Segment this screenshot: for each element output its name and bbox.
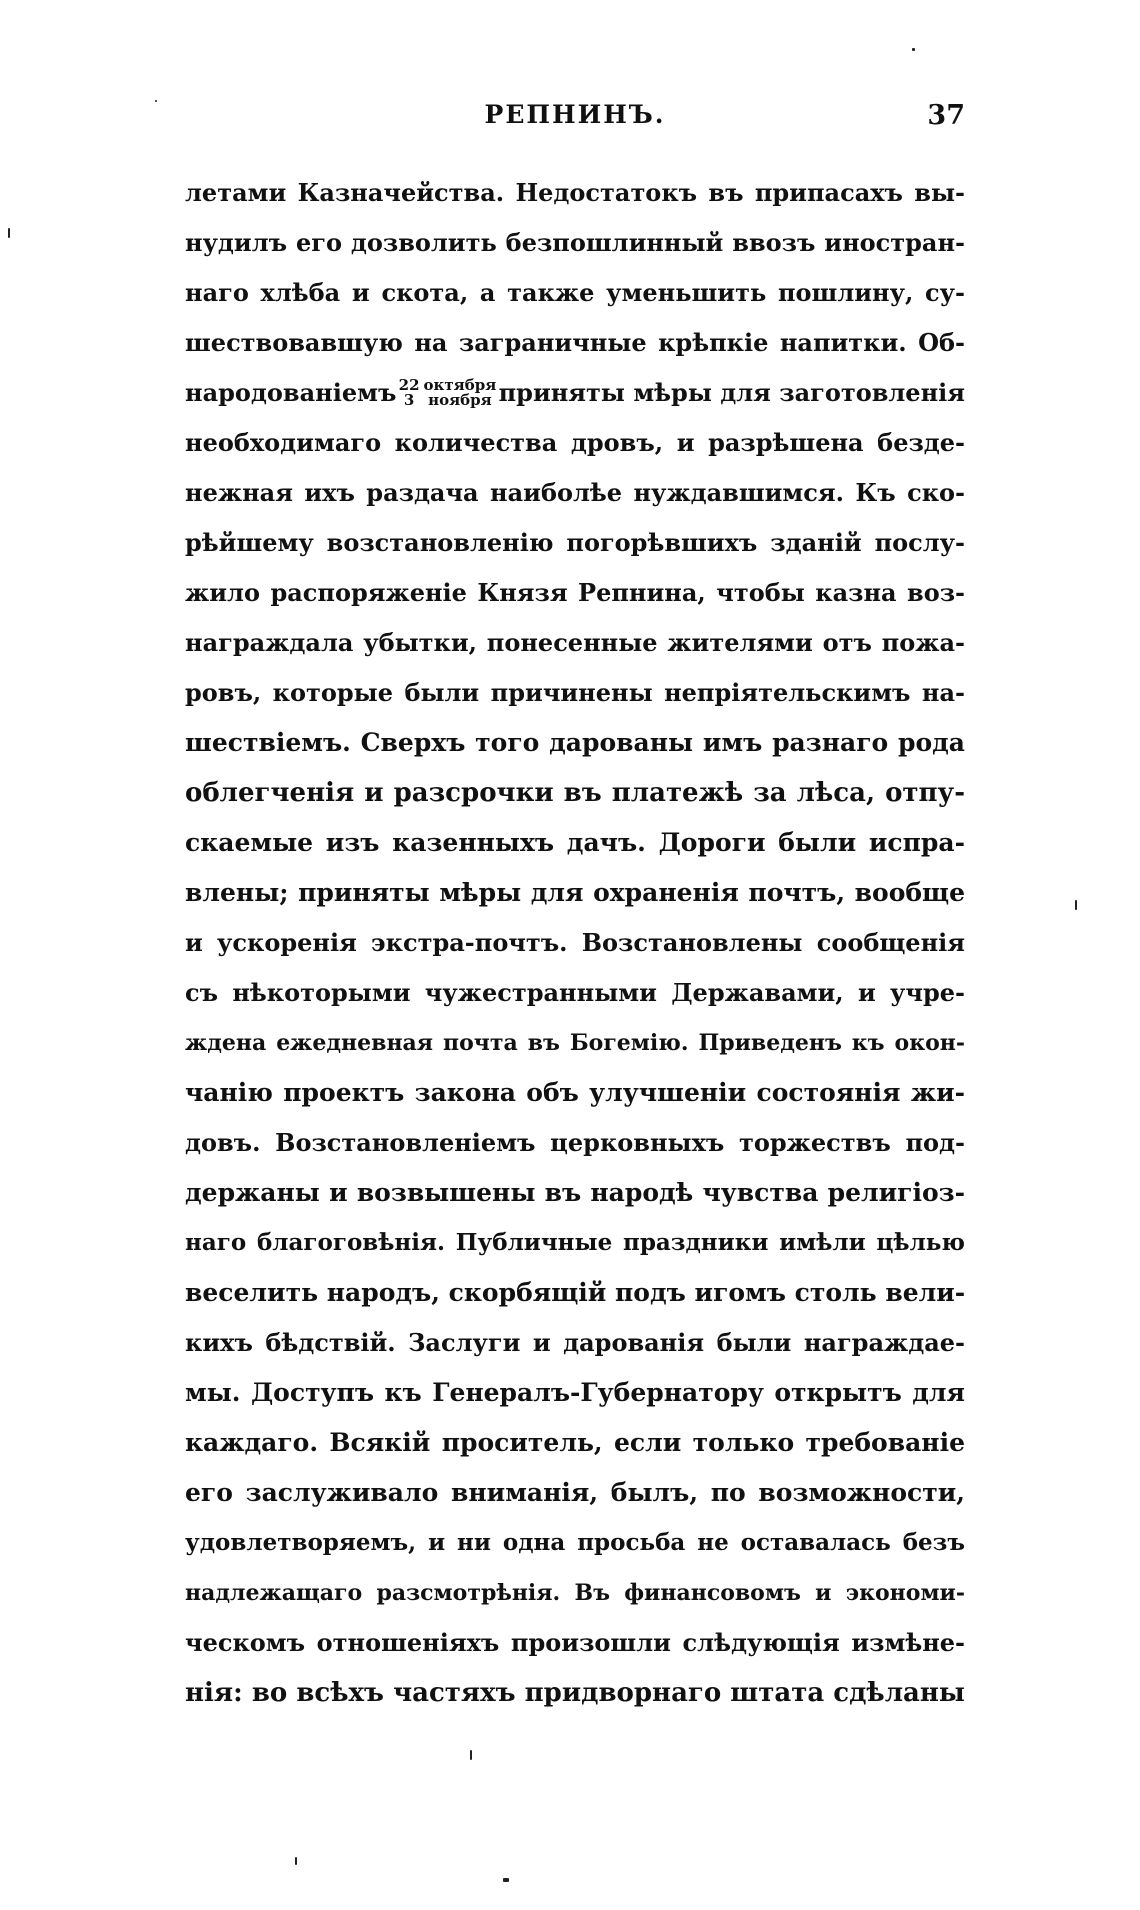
text-line: довъ. Возстановленіемъ церковныхъ торжествъ под- — [185, 1128, 965, 1157]
text-line: наго хлѣба и скота, а также уменьшить пошлину, су- — [185, 278, 965, 307]
text-line: летами Казначейства. Недостатокъ въ припасахъ вы- — [185, 178, 965, 207]
body-text — [185, 168, 965, 1718]
text-line: кихъ бѣдствій. Заслуги и дарованія были награждае- — [185, 1328, 965, 1357]
text-line: шествовавшую на заграничные крѣпкіе напитки. Об- — [185, 328, 965, 357]
date-line-lead: народованіемъ — [185, 378, 397, 407]
text-line: надлежащаго разсмотрѣнія. Въ финансовомъ и экономи- — [185, 1580, 965, 1606]
text-line: удовлетворяемъ, и ни одна просьба не оставалась безъ — [185, 1529, 965, 1556]
text-line: нудилъ его дозволить безпошлинный ввозъ иностран- — [185, 228, 965, 257]
scan-speck — [295, 1857, 297, 1865]
scan-speck — [155, 100, 157, 102]
scan-speck — [503, 1878, 509, 1882]
text-line: награждала убытки, понесенные жителями отъ пожа- — [185, 628, 965, 657]
date-months — [424, 378, 497, 408]
scan-speck — [470, 1750, 472, 1760]
scan-speck — [8, 228, 10, 238]
text-line: рѣйшему возстановленію погорѣвшихъ зданій послу- — [185, 528, 965, 557]
text-line: скаемые изъ казенныхъ дачъ. Дороги были испра- — [185, 828, 965, 857]
scan-speck — [912, 48, 915, 51]
date-bottom-month: ноября — [428, 391, 492, 409]
date-top-month: октября — [423, 376, 497, 394]
text-line: влены; приняты мѣры для охраненія почтъ, вообще — [185, 878, 965, 907]
text-line: ческомъ отношеніяхъ произошли слѣдующія измѣне- — [185, 1628, 965, 1657]
page-number: 37 — [927, 100, 965, 131]
text-line: съ нѣкоторыми чужестранными Державами, и учре- — [185, 978, 965, 1007]
text-line: мы. Доступъ къ Генералъ-Губернатору открытъ для — [185, 1378, 965, 1407]
text-line: необходимаго количества дровъ, и разрѣшена безде- — [185, 428, 965, 457]
text-line: наго благоговѣнія. Публичные праздники имѣли цѣлью — [185, 1229, 965, 1256]
text-line: каждаго. Всякій проситель, если только требованіе — [185, 1428, 965, 1457]
text-line: держаны и возвышены въ народѣ чувства религіоз- — [185, 1178, 965, 1207]
text-line: веселить народъ, скорбящій подъ игомъ столь вели- — [185, 1278, 965, 1307]
date-top-day: 22 — [398, 376, 420, 394]
text-line: его заслуживало вниманія, былъ, по возможности, — [185, 1478, 965, 1507]
text-line-with-date — [185, 368, 965, 418]
text-line: облегченія и разсрочки въ платежѣ за лѣса, отпу- — [185, 778, 965, 808]
text-line: нія: во всѣхъ частяхъ придворнаго штата сдѣланы — [185, 1678, 965, 1708]
running-title: РЕПНИНЪ. — [484, 100, 666, 129]
text-line: нежная ихъ раздача наиболѣе нуждавшимся. Къ ско- — [185, 478, 965, 507]
date-days — [399, 378, 420, 408]
date-fraction — [399, 378, 497, 408]
date-bottom-day: 3 — [403, 391, 415, 409]
text-line: ждена ежедневная почта въ Богемію. Приведенъ къ окон- — [185, 1030, 965, 1056]
date-line-tail: приняты мѣры для заготовленія — [498, 378, 965, 407]
text-line: жило распоряженіе Князя Репнина, чтобы казна воз- — [185, 578, 965, 607]
text-line: чанію проектъ закона объ улучшеніи состоянія жи- — [185, 1078, 965, 1107]
text-line: шествіемъ. Сверхъ того дарованы имъ разнаго рода — [185, 728, 965, 757]
running-head — [185, 100, 965, 140]
text-line: и ускоренія экстра-почтъ. Возстановлены сообщенія — [185, 928, 965, 957]
scan-speck — [1075, 900, 1077, 910]
text-line: ровъ, которые были причинены непріятельскимъ на- — [185, 678, 965, 707]
